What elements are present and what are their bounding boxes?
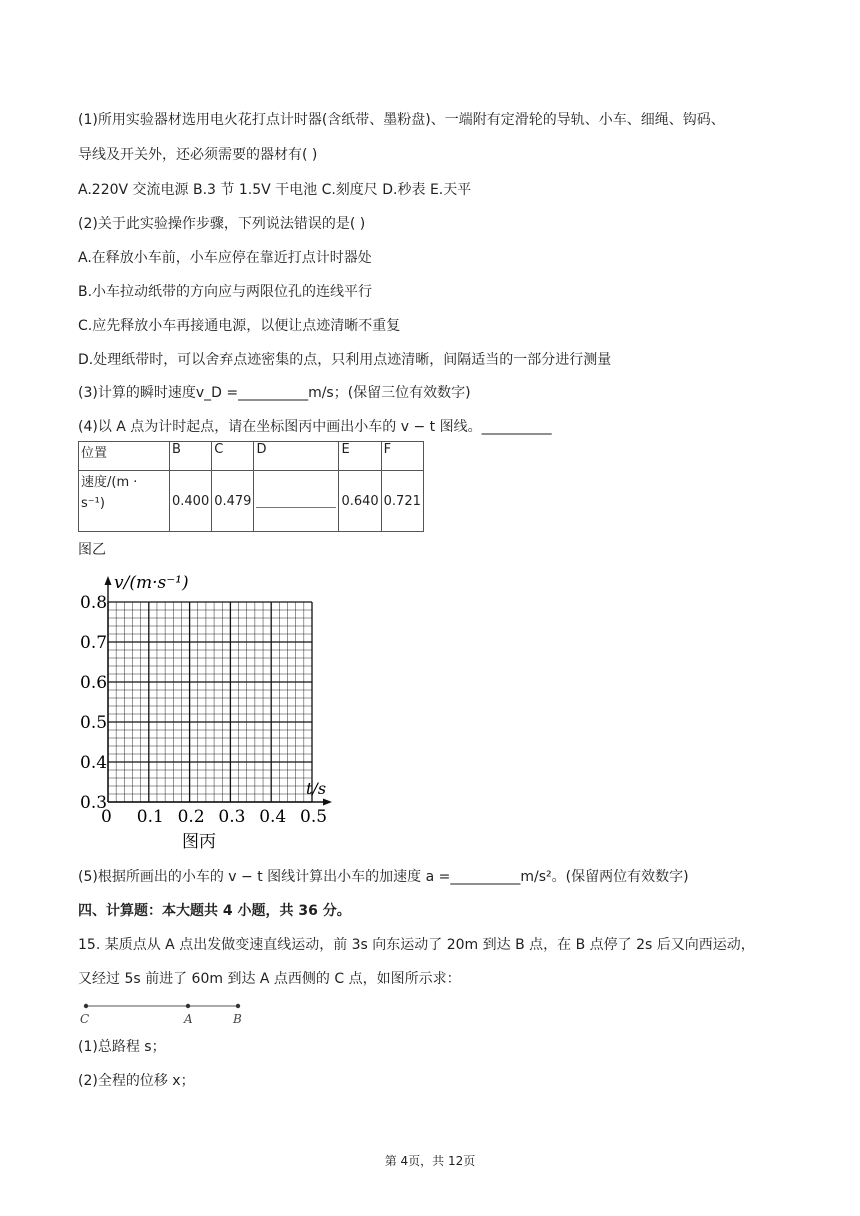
graph-axes (105, 576, 333, 806)
q14-part2-option-b: B.小车拉动纸带的方向应与两限位孔的连线平行 (78, 284, 373, 300)
y-tick-label: 0.4 (80, 753, 108, 773)
y-tick-label: 0.3 (80, 793, 108, 813)
y-axis-label: v/(m·s⁻¹) (114, 573, 189, 593)
velocity-table (78, 441, 424, 532)
table-header-cell: F (381, 442, 423, 471)
x-tick-label: 0.5 (300, 807, 328, 827)
q15-line2: 又经过 5s 前进了 60m 到达 A 点西侧的 C 点，如图所示求： (78, 971, 461, 987)
q14-part4: (4)以 A 点为计时起点，请在坐标图丙中画出小车的 v − t 图线。__________ (78, 419, 552, 435)
q14-part2-option-a: A.在释放小车前，小车应停在靠近打点计时器处 (78, 250, 372, 266)
q14-part2-option-d: D.处理纸带时，可以舍弃点迹密集的点，只利用点迹清晰，间隔适当的一部分进行测量 (78, 352, 612, 368)
position-line-figure (78, 998, 258, 1028)
y-tick-label: 0.5 (80, 713, 108, 733)
table-row-label-line1: 速度/(m · (81, 475, 138, 490)
point-a-label: A (184, 1012, 193, 1026)
vt-graph (70, 568, 360, 852)
x-tick-label: 0.4 (259, 807, 287, 827)
q14-part1-line1: (1)所用实验器材选用电火花打点计时器(含纸带、墨粉盘)、一端附有定滑轮的导轨、小车、细绳、钩码、 (78, 112, 725, 128)
y-tick-label: 0.8 (80, 593, 108, 613)
x-tick-labels (101, 807, 327, 827)
figure-yi-caption: 图乙 (78, 542, 106, 558)
x-tick-label: 0 (101, 807, 112, 827)
table-header-cell: C (212, 442, 254, 471)
point-c-dot (84, 1004, 88, 1008)
x-tick-label: 0.3 (218, 807, 246, 827)
x-tick-label: 0.1 (136, 807, 164, 827)
section-heading: 四、计算题：本大题共 4 小题，共 36 分。 (78, 903, 351, 919)
table-header-cell: E (339, 442, 381, 471)
x-tick-label: 0.2 (177, 807, 205, 827)
table-row-label-line2: s⁻¹) (81, 496, 105, 511)
y-axis-arrow-icon (105, 576, 112, 585)
y-tick-label: 0.7 (80, 633, 108, 653)
page-footer: 第 4页，共 12页 (384, 1154, 476, 1168)
table-row-label (79, 471, 170, 532)
table-cell-value: 0.640 (339, 471, 381, 532)
q15-line1: 15. 某质点从 A 点出发做变速直线运动，前 3s 向东运动了 20m 到达 B 点，在 B 点停了 2s 后又向西运动， (78, 937, 755, 953)
answer-blank-line (256, 491, 336, 508)
point-a-dot (186, 1004, 190, 1008)
point-c-label: C (80, 1012, 90, 1026)
table-header-row (79, 442, 424, 471)
table-cell-value: 0.479 (212, 471, 254, 532)
table-cell-blank (254, 471, 339, 532)
q14-part2-stem: (2)关于此实验操作步骤，下列说法错误的是( ) (78, 216, 366, 232)
q14-part3: (3)计算的瞬时速度v_D =__________m/s；(保留三位有效数字) (78, 385, 471, 401)
point-b-label: B (233, 1012, 242, 1026)
y-tick-labels (80, 593, 107, 813)
graph-grid (108, 602, 312, 802)
q14-part1-options: A.220V 交流电源 B.3 节 1.5V 干电池 C.刻度尺 D.秒表 E.天平 (78, 182, 472, 198)
table-cell-value: 0.400 (170, 471, 212, 532)
q14-part2-option-c: C.应先释放小车再接通电源，以便让点迹清晰不重复 (78, 318, 401, 334)
y-tick-label: 0.6 (80, 673, 108, 693)
table-header-cell: D (254, 442, 339, 471)
q15-sub1: (1)总路程 s； (78, 1039, 166, 1055)
q14-part1-line2: 导线及开关外，还必须需要的器材有( ) (78, 147, 318, 163)
figure-bing-caption: 图丙 (182, 832, 216, 852)
table-header-cell: B (170, 442, 212, 471)
table-header-cell: 位置 (79, 442, 170, 471)
x-axis-label: t/s (306, 779, 327, 798)
q15-sub2: (2)全程的位移 x； (78, 1073, 195, 1089)
x-axis-arrow-icon (323, 799, 332, 806)
table-speed-row (79, 471, 424, 532)
table-cell-value: 0.721 (381, 471, 423, 532)
point-b-dot (236, 1004, 240, 1008)
q14-part5: (5)根据所画出的小车的 v − t 图线计算出小车的加速度 a =__________m/s²。(保留两位有效数字) (78, 869, 689, 885)
